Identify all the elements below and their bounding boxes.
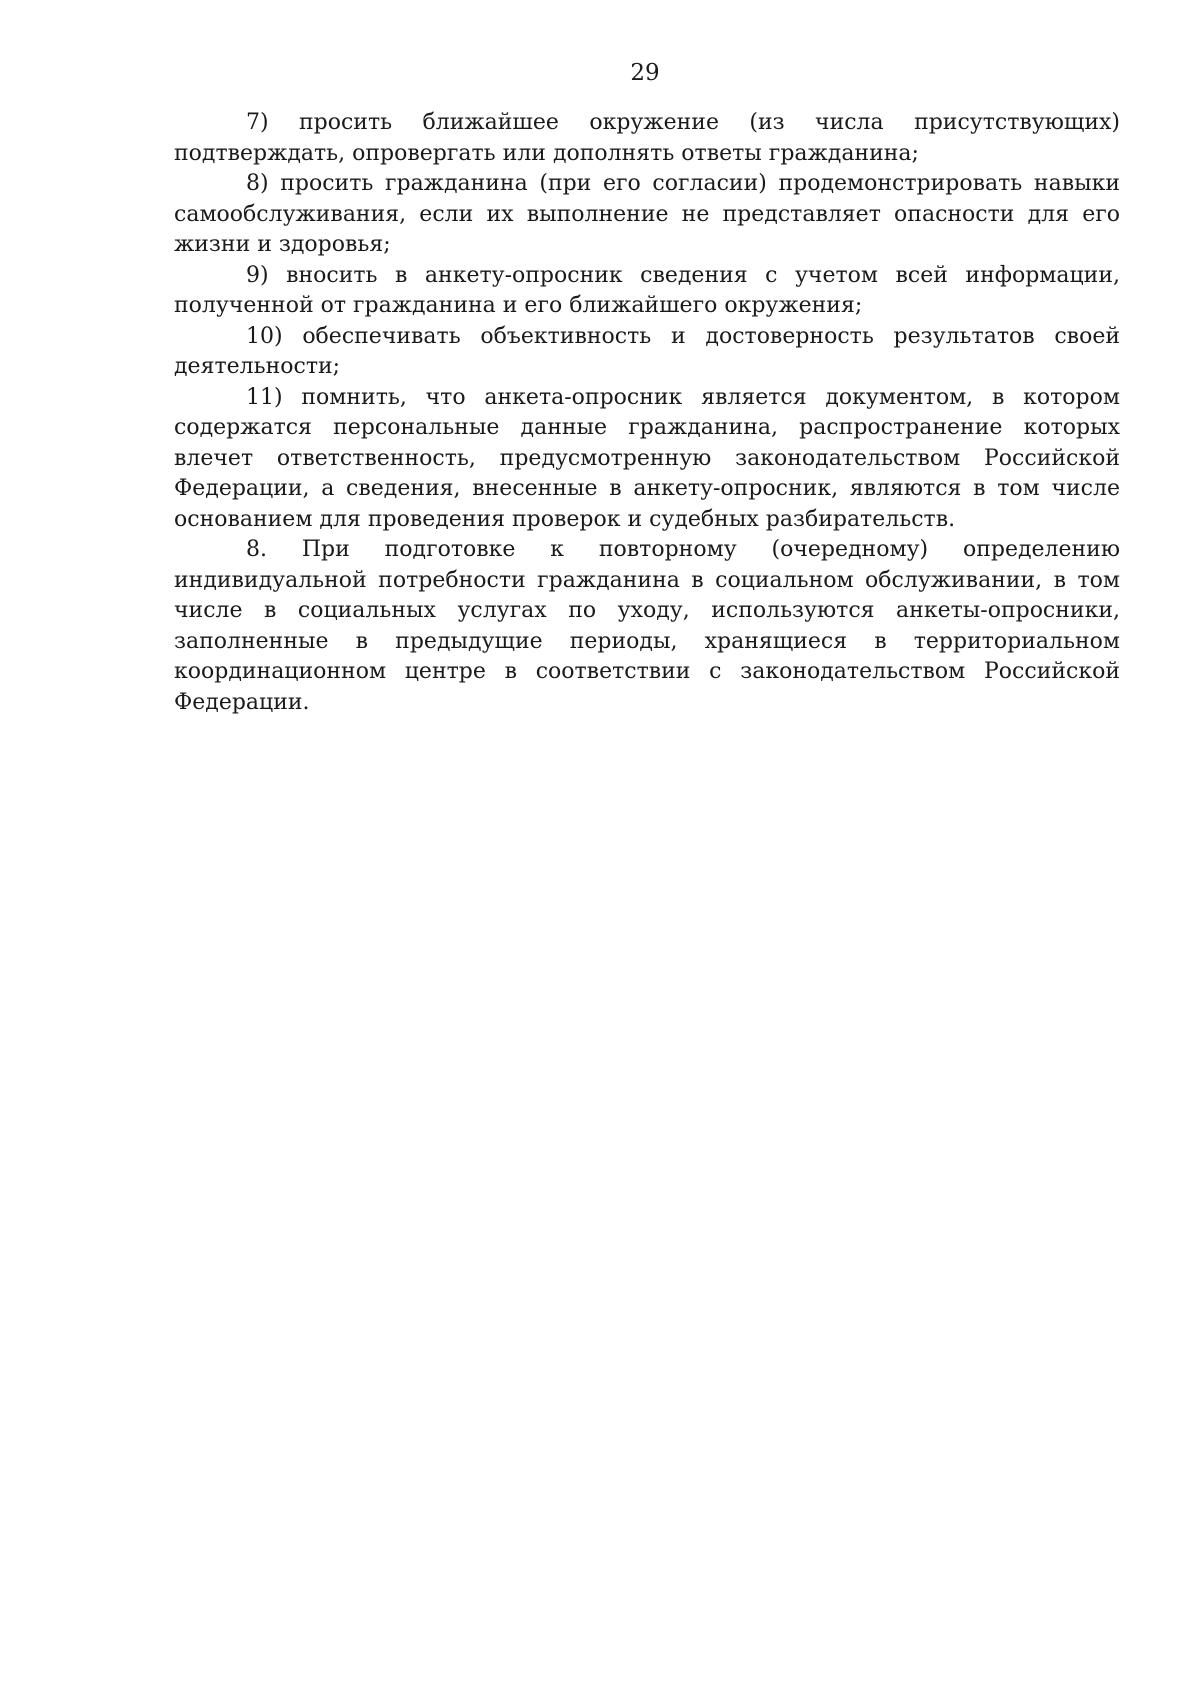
paragraph-item-10: 10) обеспечивать объективность и достоверность результатов своей деятельности; xyxy=(174,323,1120,379)
paragraph-section-8: 8. При подготовке к повторному (очередному) определению индивидуальной потребности гражданина в социальном обслуживании, в том числе в социальных услугах по уходу, используются анкеты-опросники, заполненные в предыдущие периоды, хранящиеся в территориальном координационном центре в соответствии с законодательством Российской Федерации. xyxy=(174,537,1120,715)
paragraph-item-9: 9) вносить в анкету-опросник сведения с учетом всей информации, полученной от гражданина и его ближайшего окружения; xyxy=(174,262,1120,318)
document-body xyxy=(174,108,1120,718)
paragraph-item-11: 11) помнить, что анкета-опросник является документом, в котором содержатся персональные данные гражданина, распространение которых влечет ответственность, предусмотренную законодательством Российской Федерации, а сведения, внесенные в анкету-опросник, являются в том числе основанием для проведения проверок и судебных разбирательств. xyxy=(174,384,1120,532)
paragraph-item-8: 8) просить гражданина (при его согласии) продемонстрировать навыки самообслуживания, если их выполнение не представляет опасности для его жизни и здоровья; xyxy=(174,171,1120,257)
paragraph-item-7: 7) просить ближайшее окружение (из числа присутствующих) подтверждать, опровергать или дополнять ответы гражданина; xyxy=(174,110,1120,166)
page-number: 29 xyxy=(630,60,660,86)
